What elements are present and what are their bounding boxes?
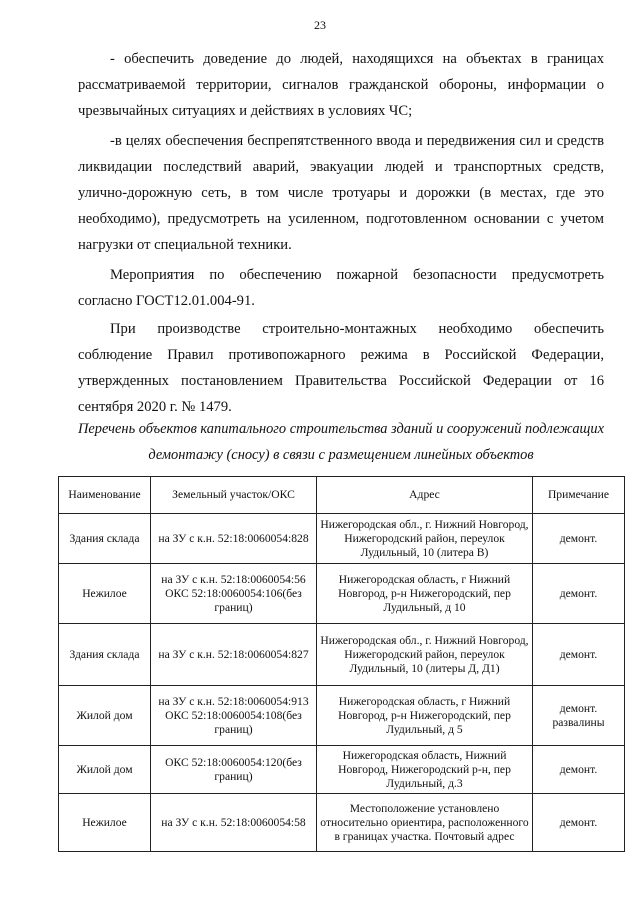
cell-land-plot: ОКС 52:18:0060054:120(без границ): [151, 746, 317, 794]
table-row: [59, 514, 625, 564]
cell-address: Местоположение установлено относительно ориентира, расположенного в границах участка. Почтовый адрес: [317, 794, 533, 852]
cell-note: демонт.: [533, 794, 625, 852]
table-row: [59, 624, 625, 686]
table-row: [59, 686, 625, 746]
paragraph-fire-regulations: При производстве строительно-монтажных необходимо обеспечить соблюдение Правил противопожарного режима в Российской Федерации, утвержденных постановлением Правительства Российской Федерации от 16 сентября 2020 г. № 1479.: [78, 321, 604, 415]
cell-name: Здания склада: [59, 514, 151, 564]
cell-land-plot: на ЗУ с к.н. 52:18:0060054:828: [151, 514, 317, 564]
demolition-objects-table: [58, 476, 625, 852]
table-row: [59, 794, 625, 852]
cell-land-plot: на ЗУ с к.н. 52:18:0060054:58: [151, 794, 317, 852]
cell-address: Нижегородская обл., г. Нижний Новгород, Нижегородский район, переулок Лудильный, 10 (литера В): [317, 514, 533, 564]
cell-note: демонт. развалины: [533, 686, 625, 746]
cell-land-plot: на ЗУ с к.н. 52:18:0060054:913 ОКС 52:18:0060054:108(без границ): [151, 686, 317, 746]
cell-note: демонт.: [533, 564, 625, 624]
header-name: Наименование: [59, 477, 151, 514]
cell-name: Жилой дом: [59, 686, 151, 746]
cell-name: Жилой дом: [59, 746, 151, 794]
cell-address: Нижегородская область, г Нижний Новгород, р-н Нижегородский, пер Лудильный, д 5: [317, 686, 533, 746]
cell-address: Нижегородская обл., г. Нижний Новгород, Нижегородский район, переулок Лудильный, 10 (литеры Д, Д1): [317, 624, 533, 686]
header-note: Примечание: [533, 477, 625, 514]
cell-address: Нижегородская область, Нижний Новгород, Нижегородский р-н, пер Лудильный, д.3: [317, 746, 533, 794]
paragraph-fire-safety: Мероприятия по обеспечению пожарной безопасности предусмотреть согласно ГОСТ12.01.004-91.: [78, 267, 604, 309]
page-number: 23: [314, 18, 326, 32]
cell-address: Нижегородская область, г Нижний Новгород, р-н Нижегородский, пер Лудильный, д 10: [317, 564, 533, 624]
cell-name: Здания склада: [59, 624, 151, 686]
cell-note: демонт.: [533, 624, 625, 686]
cell-note: демонт.: [533, 746, 625, 794]
cell-name: Нежилое: [59, 794, 151, 852]
table-caption: Перечень объектов капитального строительства зданий и сооружений подлежащих демонтажу (сносу) в связи с размещением линейных объектов: [78, 421, 605, 463]
cell-name: Нежилое: [59, 564, 151, 624]
paragraph-road-network: -в целях обеспечения беспрепятственного ввода и передвижения сил и средств ликвидации последствий аварий, эвакуации людей и транспортных средств, улично-дорожную сеть, в том числе тротуары и дорожки (в местах, где это необходимо), предусмотреть на усиленном, подготовленном основании с учетом нагрузки от специальной техники.: [78, 133, 604, 253]
cell-land-plot: на ЗУ с к.н. 52:18:0060054:827: [151, 624, 317, 686]
cell-note: демонт.: [533, 514, 625, 564]
paragraph-civil-defense: - обеспечить доведение до людей, находящихся на объектах в границах рассматриваемой территории, сигналов гражданской обороны, информации о чрезвычайных ситуациях и действиях в условиях ЧС;: [78, 51, 604, 119]
table-row: [59, 746, 625, 794]
table-row: [59, 564, 625, 624]
table-header-row: [59, 477, 625, 514]
header-land-plot: Земельный участок/ОКС: [151, 477, 317, 514]
header-address: Адрес: [317, 477, 533, 514]
cell-land-plot: на ЗУ с к.н. 52:18:0060054:56 ОКС 52:18:0060054:106(без границ): [151, 564, 317, 624]
